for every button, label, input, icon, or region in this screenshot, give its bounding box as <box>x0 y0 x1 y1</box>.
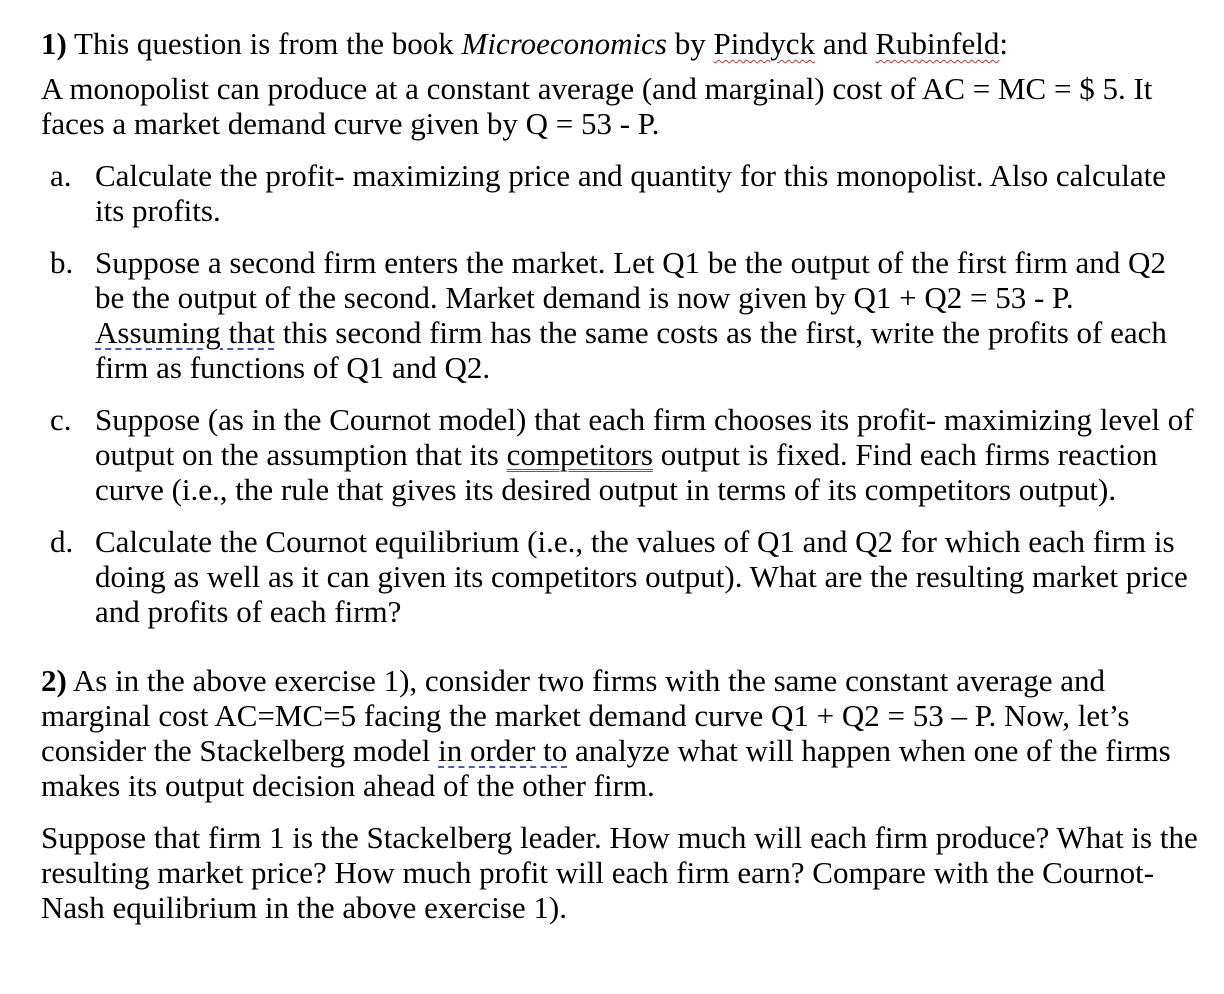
question-2-text-end: analyze what will happen when one of the firms makes its output decision ahead of the other firm. <box>41 733 1171 803</box>
part-a-marker: a. <box>50 158 72 193</box>
part-d <box>41 524 1201 629</box>
question-1-parts <box>41 158 1201 629</box>
part-d-text: Calculate the Cournot equilibrium (i.e., the values of Q1 and Q2 for which each firm is doing as well as it can given its competitors output). What are the resulting market price and profits of each firm? <box>95 524 1188 629</box>
question-2-follow-up: Suppose that firm 1 is the Stackelberg leader. How much will each firm produce? What is the resulting market price? How much profit will each firm earn? Compare with the Cournot-Nash equilibrium in the above exercise 1). <box>41 820 1198 925</box>
part-b <box>41 245 1201 385</box>
question-2-flagged-phrase: in order to <box>438 733 568 768</box>
author-rubinfeld: Rubinfeld <box>875 26 1000 61</box>
question-2-number: 2) <box>41 663 67 698</box>
part-c-text <box>95 402 1201 507</box>
author-pindyck: Pindyck <box>713 26 816 61</box>
document-page <box>41 26 1201 925</box>
part-b-marker: b. <box>50 245 74 280</box>
part-c-flagged-word: competitors <box>506 437 653 472</box>
question-1-by: by <box>666 26 714 61</box>
part-c <box>41 402 1201 507</box>
part-b-text-start: Suppose a second firm enters the market. Let Q1 be the output of the first firm and Q2 be the output of the second. Market demand is now given by Q1 + Q2 = 53 - P. <box>95 245 1166 315</box>
question-2-intro <box>41 663 1201 803</box>
part-b-text <box>95 245 1201 385</box>
part-c-text-start: Suppose (as in the Cournot model) that each firm chooses its profit- maximizing level of output on the assumption that its <box>95 402 1194 472</box>
part-b-flagged-phrase: Assuming that <box>95 315 275 350</box>
part-a <box>41 158 1201 228</box>
question-1-number: 1) <box>41 26 67 61</box>
part-d-marker: d. <box>50 524 74 559</box>
part-c-marker: c. <box>50 402 72 437</box>
question-1-problem: A monopolist can produce at a constant average (and marginal) cost of AC = MC = $ 5. It faces a market demand curve given by Q = 53 - P. <box>41 71 1153 141</box>
question-1-and: and <box>815 26 876 61</box>
part-b-text-end: this second firm has the same costs as the first, write the profits of each firm as functions of Q1 and Q2. <box>95 315 1167 385</box>
question-1-colon: : <box>999 26 1008 61</box>
question-1-heading <box>41 26 1201 61</box>
question-2-text-start: As in the above exercise 1), consider two firms with the same constant average and marginal cost AC=MC=5 facing the market demand curve Q1 + Q2 = 53 – P. Now, let’s consider the Stackelberg model <box>41 663 1130 768</box>
question-1-intro: This question is from the book <box>66 26 462 61</box>
book-title: Microeconomics <box>461 26 667 61</box>
part-a-text: Calculate the profit- maximizing price and quantity for this monopolist. Also calculate its profits. <box>95 158 1166 228</box>
part-c-text-end: output is fixed. Find each firms reaction curve (i.e., the rule that gives its desired output in terms of its competitors output). <box>95 437 1158 507</box>
